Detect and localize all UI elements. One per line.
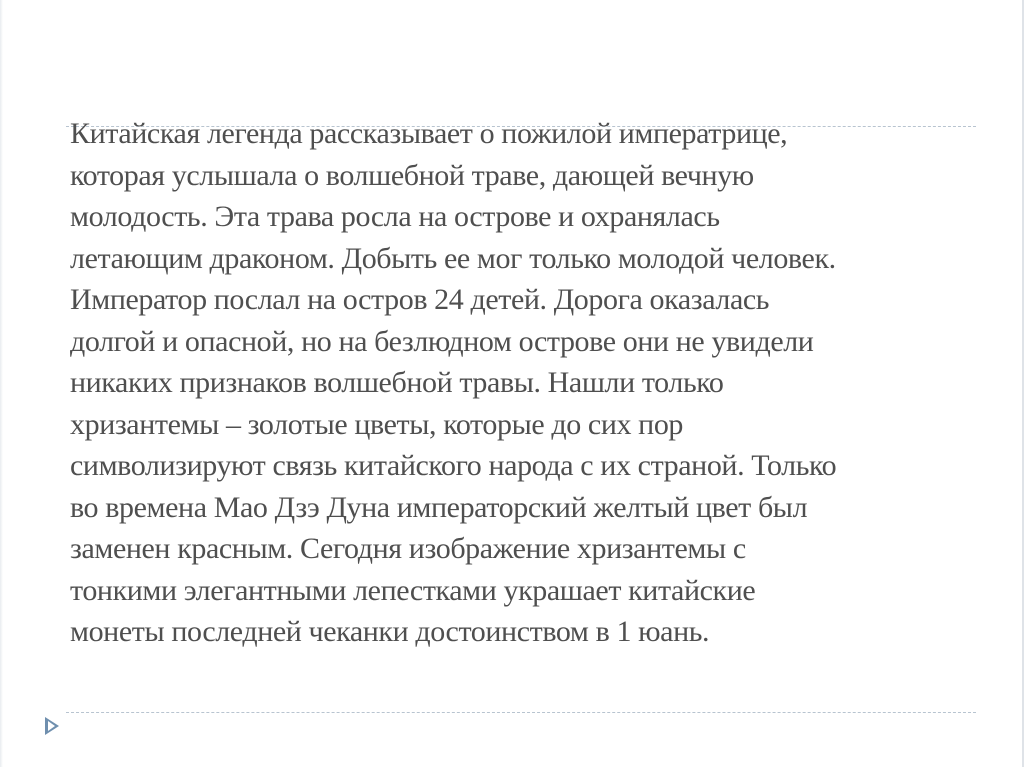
paragraph-line: монеты последней чеканки достоинством в 1 юань.	[70, 615, 710, 648]
paragraph-line: во времена Мао Дзэ Дуна императорский желтый цвет был	[70, 490, 808, 524]
paragraph-line: Китайская легенда рассказывает о пожилой императрице,	[70, 117, 788, 150]
legend-paragraph	[70, 113, 990, 653]
paragraph-line: тонкими элегантными лепестками украшает китайские	[70, 573, 756, 607]
paragraph-line: хризантемы – золотые цветы, которые до сих пор	[70, 407, 684, 441]
paragraph-line: Император послал на остров 24 детей. Дорога оказалась	[70, 283, 770, 316]
paragraph-line: летающим драконом. Добыть ее мог только молодой человек.	[70, 241, 836, 275]
paragraph-line: заменен красным. Сегодня изображение хризантемы с	[70, 532, 746, 565]
bottom-dashed-divider	[66, 712, 976, 713]
paragraph-line: символизируют связь китайского народа с их страной. Только	[70, 449, 837, 482]
paragraph-line: долгой и опасной, но на безлюдном острове они не увидели	[70, 324, 814, 358]
slide-left-edge	[0, 0, 3, 767]
paragraph-line: молодость. Эта трава росла на острове и охранялась	[70, 200, 720, 233]
triangle-bullet-icon	[45, 717, 59, 735]
paragraph-line: которая услышала о волшебной траве, дающей вечную	[70, 158, 754, 192]
paragraph-line: никаких признаков волшебной травы. Нашли только	[70, 366, 724, 399]
